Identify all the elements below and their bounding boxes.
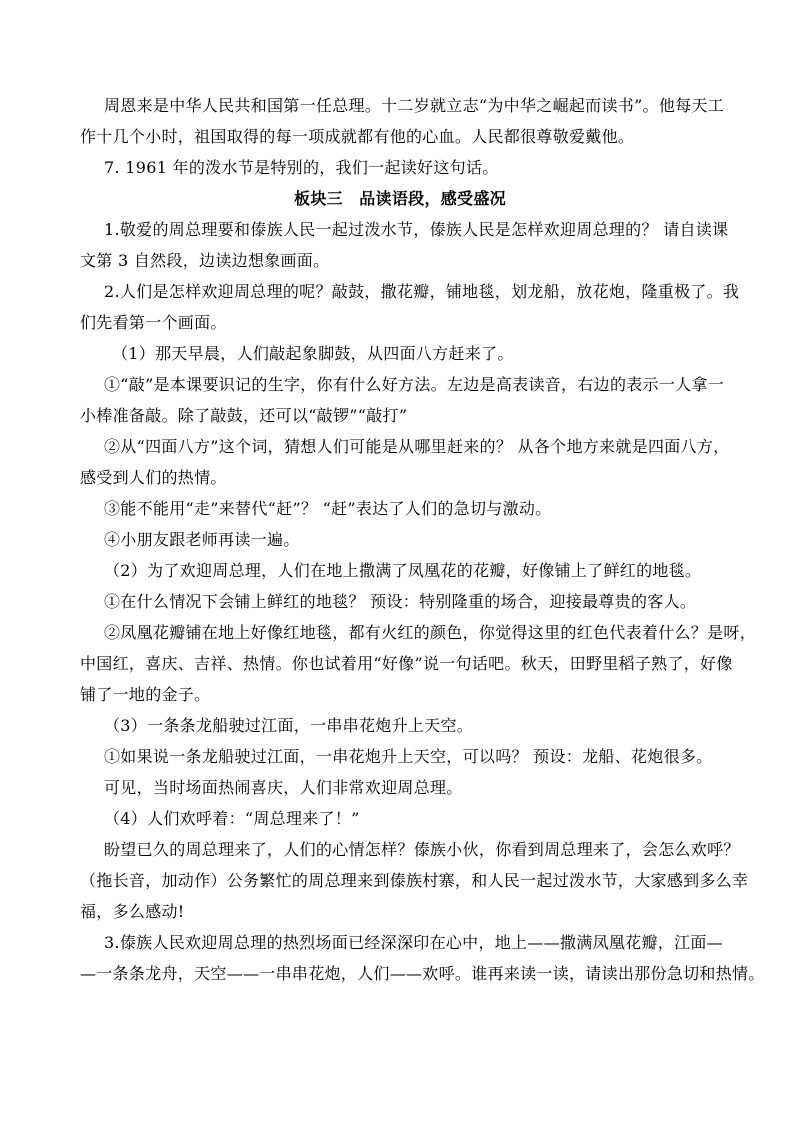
paragraph-line: 7. 1961 年的泼水节是特别的，我们一起读好这句话。 [104,158,499,177]
paragraph-line: 可见，当时场面热闹喜庆，人们非常欢迎周总理。 [104,778,463,797]
paragraph-line: 3.傣族人民欢迎周总理的热烈场面已经深深印在心中，地上——撒满凤凰花瓣，江面— [104,933,723,952]
document-body [80,90,765,989]
paragraph-line: —一条条龙舟，天空——一串串花炮，人们——欢呼。谁再来读一读，请读出那份急切和热情。 [80,964,765,983]
paragraph-line: 作十几个小时，祖国取得的每一项成就都有他的心血。人民都很尊敬爱戴他。 [80,127,635,146]
paragraph-line: （2）为了欢迎周总理，人们在地上撒满了凤凰花的花瓣，好像铺上了鲜红的地毯。 [104,561,702,580]
section-heading: 板块三 品读语段，感受盛况 [294,189,506,208]
paragraph-line: 感受到人们的热情。 [80,468,227,487]
paragraph-line: 盼望已久的周总理来了，人们的心情怎样？傣族小伙，你看到周总理来了，会怎么欢呼？ [104,840,740,859]
paragraph-line: ②凤凰花瓣铺在地上好像红地毯，都有火红的颜色，你觉得这里的红色代表着什么？是呀， [104,623,757,642]
paragraph-line: 们先看第一个画面。 [80,313,227,332]
paragraph-line: 周恩来是中华人民共和国第一任总理。十二岁就立志“为中华之崛起而读书”。他每天工 [104,96,725,115]
paragraph-line: （3）一条条龙船驶过江面，一串串花炮升上天空。 [104,716,474,735]
paragraph-line: 福，多么感动! [80,902,185,921]
paragraph-line: 铺了一地的金子。 [80,685,211,704]
paragraph-line: ②从“四面八方”这个词，猜想人们可能是从哪里赶来的？ 从各个地方来就是四面八方， [104,437,730,456]
paragraph-line: （4）人们欢呼着：“周总理来了！” [104,809,360,828]
paragraph-line: （1）那天早晨，人们敲起象脚鼓，从四面八方赶来了。 [112,344,514,363]
paragraph-line: 1.敬爱的周总理要和傣族人民一起过泼水节，傣族人民是怎样欢迎周总理的？ 请自读课 [104,220,729,239]
paragraph-line: ①在什么情况下会铺上鲜红的地毯？ 预设：特别隆重的场合，迎接最尊贵的客人。 [104,592,697,611]
paragraph-line: 文第 3 自然段，边读边想象画面。 [80,251,330,270]
paragraph-line: 小棒准备敲。除了敲鼓，还可以“敲锣”“敲打” [80,406,408,425]
paragraph-line: ④小朋友跟老师再读一遍。 [104,530,300,549]
paragraph-line: 中国红，喜庆、吉祥、热情。你也试着用“好像”说一句话吧。秋天，田野里稻子熟了，好像 [80,654,733,673]
paragraph-line: ③能不能用“走”来替代“赶”？ “赶”表达了人们的急切与激动。 [104,499,552,518]
paragraph-line: 2.人们是怎样欢迎周总理的呢？敲鼓，撒花瓣，铺地毯，划龙船，放花炮，隆重极了。我 [104,282,740,301]
paragraph-line: ①“敲”是本课要识记的生字，你有什么好方法。左边是高表读音，右边的表示一人拿一 [104,375,725,394]
paragraph-line: ①如果说一条龙船驶过江面，一串花炮升上天空，可以吗？ 预设：龙船、花炮很多。 [104,747,713,766]
paragraph-line: （拖长音，加动作）公务繁忙的周总理来到傣族村寨，和人民一起过泼水节，大家感到多么幸 [80,871,749,890]
